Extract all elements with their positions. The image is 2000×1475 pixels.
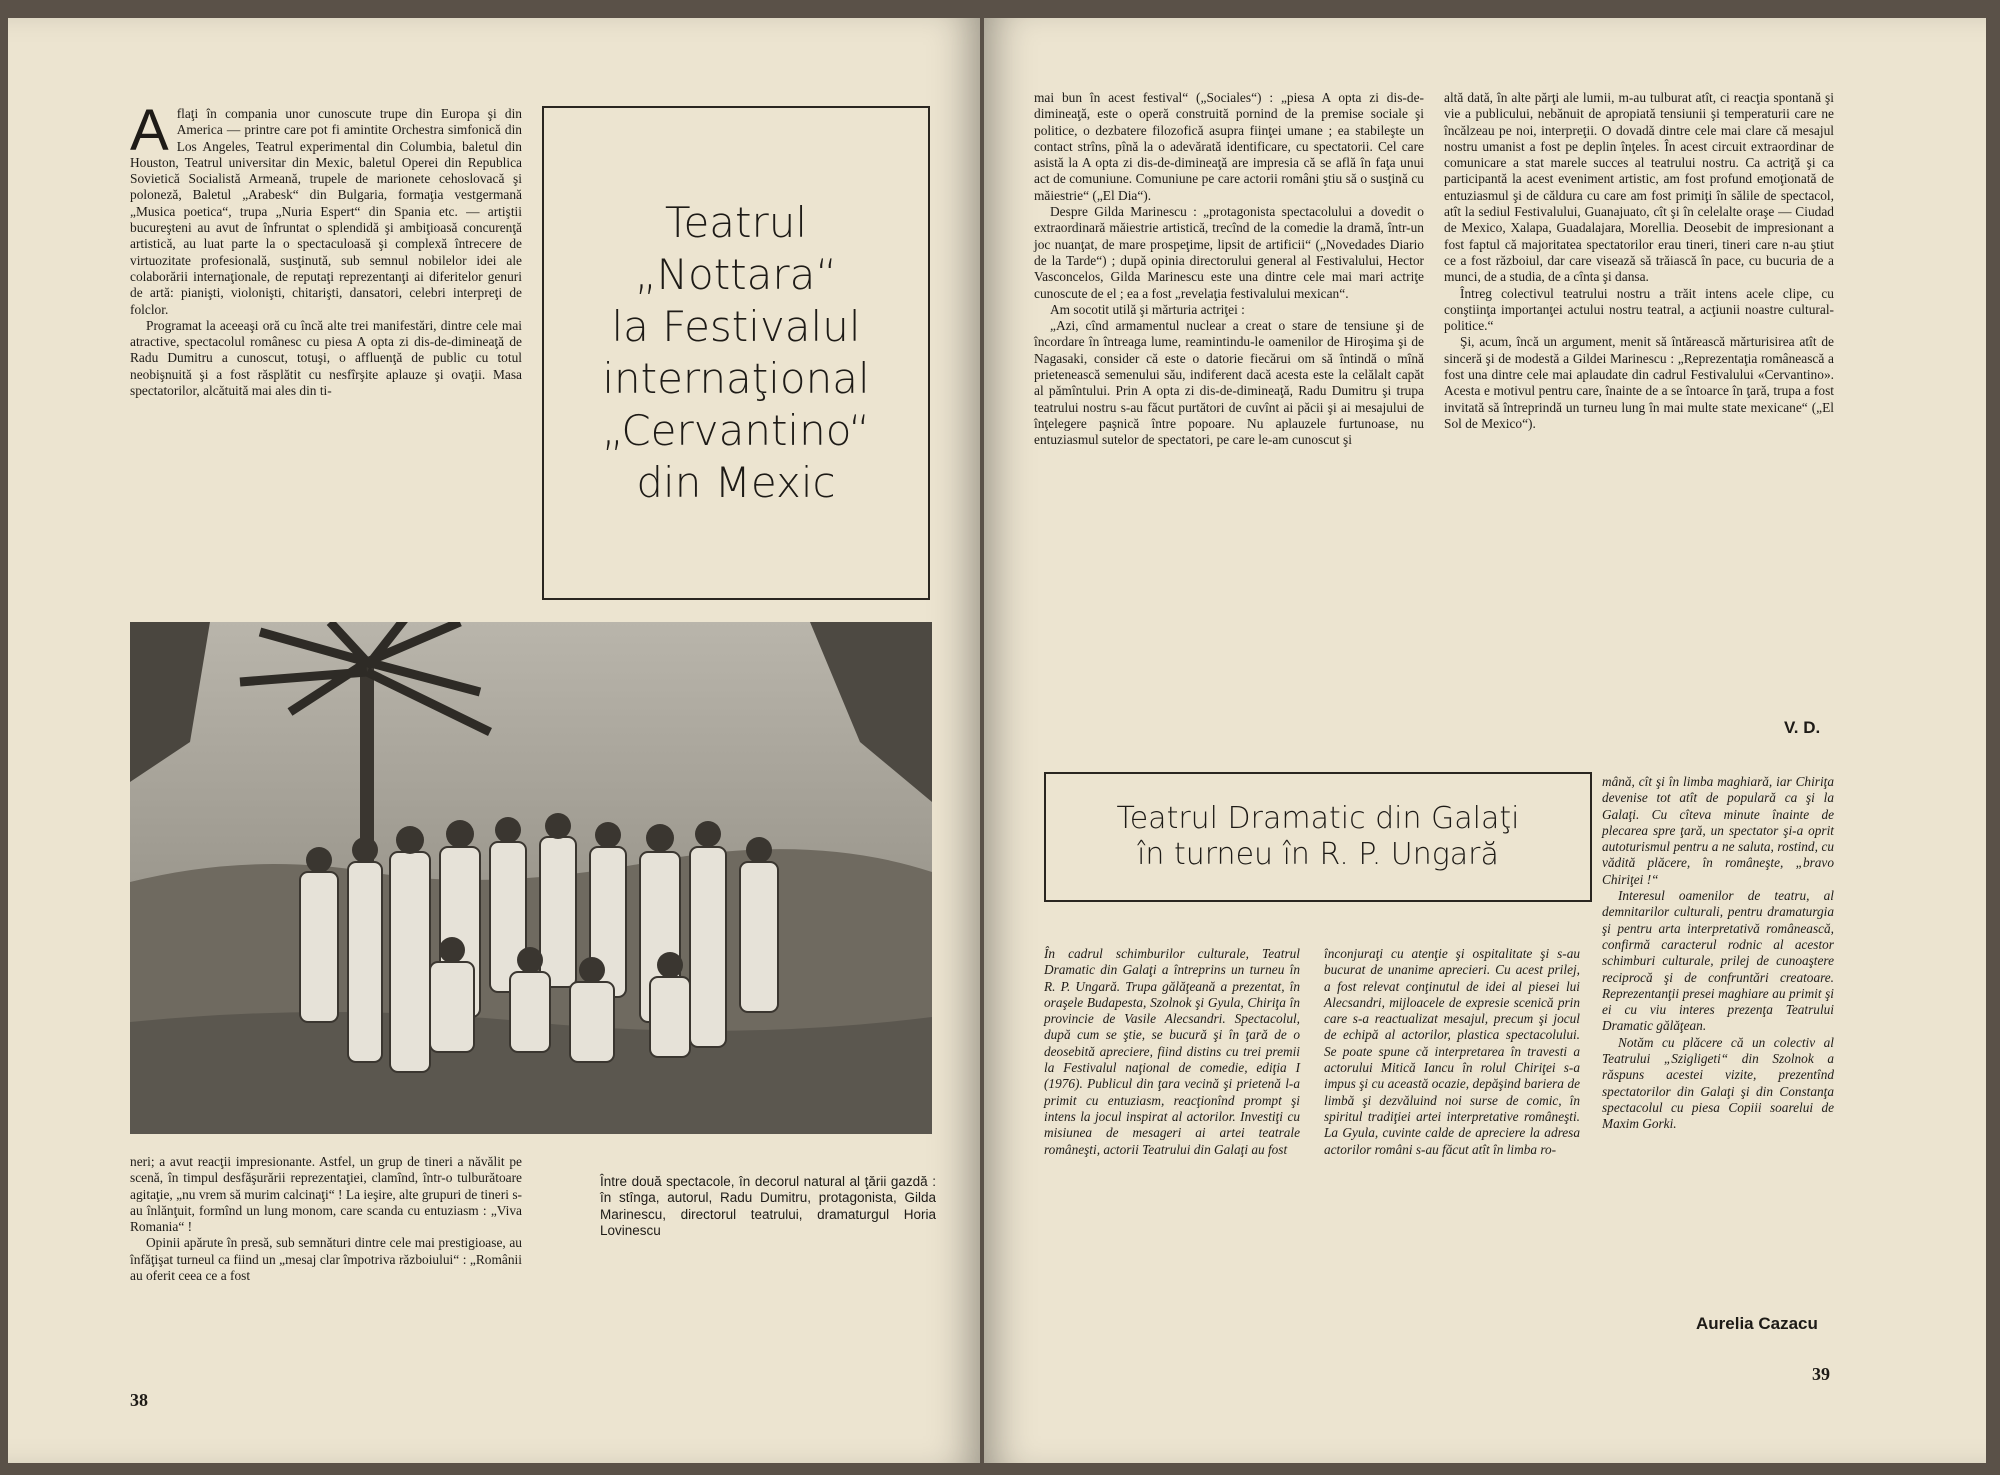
paragraph: Am socotit utilă şi mărturia actriţei :: [1050, 301, 1245, 317]
left-page: [8, 18, 980, 1463]
paragraph: înconjuraţi cu atenţie şi ospitalitate şi s-au bucurat de unanime aprecieri. Cu acest prilej, a fost relevat conţinutul de idei al piesei lui Alecsandri, mijloacele de expresie scenică prin care s-a reactualizat mesajul, precum şi jocul de echipă al actorilor, plastica spectacolului. Se poate spune că interpretarea în travesti a actorului Mitică Iancu în rolul Chiriţei s-a impus şi cu această ocazie, depăşind bariera de limbă şi dezvăluind noi surse de comic, în spiritul tradiţiei artei interpretative româneşti. La Gyula, cuvinte calde de apreciere la adresa actorilor români s-au făcut atît în limba ro-: [1324, 946, 1580, 1157]
group-photo: [130, 622, 932, 1134]
paragraph: Notăm cu plăcere că un colectiv al Teatrului „Szigligeti“ din Szolnok a răspuns acestei vizite, prezentînd spectatorilor din Galaţi şi din Constanţa spectacolul cu piesa Copiii soarelui de Maxim Gorki.: [1602, 1034, 1834, 1132]
paragraph: Întreg colectivul teatrului nostru a trăit intens acele clipe, cu conştiinţa importanţei actului nostru teatral, a acţiunii noastre cultural-politice.“: [1444, 285, 1834, 334]
article-col-b: [1444, 90, 1834, 432]
paragraph: neri; a avut reacţii impresionante. Astfel, un grup de tineri a năvălit pe scenă, în timpul desfăşurării reprezentaţiei, clamînd, într-o tulburătoare agitaţie, „nu vrem să murim calcinaţi“ ! La ieşire, alte grupuri de tineri s-au înlănţuit, formînd un lung monom, care scanda cu entuziasm : „Viva Romania“ !: [130, 1154, 522, 1235]
paragraph: Opinii apărute în presă, sub semnături dintre cele mai prestigioase, au înfăţişat turneul ca fiind un „mesaj clar împotriva războiului“ : „Românii au oferit ceea ce a fost: [130, 1235, 522, 1284]
right-page: [984, 18, 1986, 1463]
article-col-bottom: [130, 1154, 522, 1284]
signature-vd: V. D.: [1784, 718, 1821, 737]
paragraph: „Azi, cînd armamentul nuclear a creat o stare de tensiune şi de încordare în întreaga lume, reamintindu-le oamenilor de Hiroşima şi de Nagasaki, consider că este o datorie fiecărui om să întindă o mînă prietenească semenului său, indiferent dacă acesta este la celălalt capăt al pămîntului. Prin A opta zi dis-de-dimineaţă, Radu Dumitru şi trupa teatrului nostru s-au făcut purtători de cuvînt ai păcii şi ai mesajului de înţelegere paşnică între popoare. Nu aplauzele furtunoase, nu entuziasmul sutelor de spectatori, pe care le-am cunoscut şi: [1034, 318, 1424, 448]
article-col-intro: [130, 98, 522, 399]
galati-title: Teatrul Dramatic din Galaţi în turneu în R. P. Ungară: [1116, 801, 1520, 872]
article-title-box: [542, 106, 930, 600]
signature-aurelia-cazacu: Aurelia Cazacu: [1696, 1314, 1818, 1333]
page-number-right: 39: [1812, 1364, 1830, 1384]
paragraph: Despre Gilda Marinescu : „protagonista spectacolului a dovedit o extraordinară măiestrie artistică, trecînd de la comedie la dramă, într-un joc nuanţat, de mare prospeţime, lipsit de artificii“ („Novedades Diario de la Tarde“) ; după opinia directorului general al Festivalului, Hector Vasconcelos, Gilda Marinescu este una dintre cele mai mari actriţe cunoscute de el ; ea a fost „revelaţia festivalului mexican“.: [1034, 204, 1424, 301]
galati-col-1: [1044, 946, 1300, 1158]
drop-cap: A: [130, 98, 169, 163]
paragraph: În cadrul schimburilor culturale, Teatrul Dramatic din Galaţi a întreprins un turneu în R. P. Ungară. Trupa gălăţeană a prezentat, în oraşele Budapesta, Szolnok şi Gyula, Chiriţa în provincie de Vasile Alecsandri. Spectacolul, după cum se ştie, se bucură şi în ţară de o deosebită apreciere, fiind distins cu trei premii la Festivalul naţional de comedie, ediţia I (1976). Publicul din ţara vecină şi prietenă l-a primit cu entuziasm, reacţionînd prompt şi intens la jocul inspirat al actorilor. Investiţi cu misiunea de mesageri ai artei teatrale româneşti, actorii Teatrului din Galaţi au fost: [1044, 946, 1300, 1157]
photo-caption: Între două spectacole, în decorul natural al ţării gazdă : în stînga, autorul, Radu Dumitru, protagonista, Gilda Marinescu, directorul teatrului, dramaturgul Horia Lovinescu: [600, 1174, 936, 1238]
galati-title-box: [1044, 772, 1592, 902]
paragraph: mână, cît şi în limba maghiară, iar Chiriţa devenise tot atît de populară ca şi la Galaţi. Cu cîteva minute înainte de plecarea spre ţară, un spectator şi-a oprit autoturismul pentru a ne saluta, rostind, cu vădită plăcere, în româneşte, „bravo Chiriţei !“: [1602, 774, 1834, 887]
group-photo-graphic: [130, 622, 932, 1134]
galati-col-2: [1324, 946, 1580, 1158]
article-col-a: [1034, 90, 1424, 449]
paragraph: altă dată, în alte părţi ale lumii, m-au tulburat atît, ci reacţia spontană şi vie a publicului, nebănuit de apropiată tensiunii şi temperaturii care ne încălzeau pe noi, interpreţii. O dovadă dintre cele mai clare că mesajul nostru umanist a fost pe deplin înţeles. În acest circuit extraordinar de comunicare a stat marele succes al teatrului nostru. Ca actriţă şi ca participantă la acest eveniment artistic, am fost profund emoţionată de entuziasmul şi de căldura cu care am fost primiţi în sălile de spectacol, atît la sediul Festivalului, Guanajuato, cît şi în celelalte oraşe — Ciudad de Mexico, Xalapa, Guadalajara, Morellia. Deosebit de impresionant a fost faptul că majoritatea spectatorilor erau tineri, tineri care n-au ştiut ce a fost războiul, dar care visează să trăiască în pace, cu bucuria de a munci, de a studia, de a cînta şi dansa.: [1444, 90, 1834, 285]
paragraph: Şi, acum, încă un argument, menit să întărească mărturisirea atît de sinceră şi de modestă a Gildei Marinescu : „Reprezentaţia românească a fost una dintre cele mai aplaudate din cadrul Festivalului «Cervantino». Acesta e motivul pentru care, înainte de a se întoarce în ţară, trupa a fost invitată să întreprindă un turneu lung în mai multe state mexicane“ („El Sol de Mexico“).: [1444, 334, 1834, 431]
paragraph: mai bun în acest festival“ („Sociales“) : „piesa A opta zi dis-de-dimineaţă, este o operă construită pornind de la premise sociale şi politice, o dezbatere filozofică asupra fiinţei umane ; ea stabileşte un contact strîns, pînă la o adevărată identificare, cu spectatorii. Cel care asistă la A opta zi dis-de-dimineaţă are impresia că se află în faţa unui act de comuniune. Comuniune pe care actorii români ştiu să o susţină cu măiestrie“ („El Dia“).: [1034, 90, 1424, 203]
galati-col-3: [1602, 774, 1834, 1133]
paragraph: flaţi în compania unor cunoscute trupe din Europa şi din America — printre care pot fi amintite Orchestra simfonică din Los Angeles, Teatrul experimental din Columbia, baletul din Houston, Teatrul universitar din Mexic, baletul Operei din Republica Sovietică Socialistă Armeană, trupele de marionete cehoslovacă şi poloneză, Baletul „Arabesk“ din Bulgaria, formaţia vestgermană „Musica poetica“, trupa „Nuria Espert“ din Spania etc. — artiştii bucureşteni au avut de înfruntat o splendidă şi ambiţioasă concurenţă artistică, au luat parte la o spectaculoasă şi complexă întrecere de virtuozitate profesională, susţinută, sub semnul nobilelor idei ale colaborării internaţionale, de reputaţi reprezentanţi ai diferitelor genuri de artă: pianişti, violonişti, chitarişti, dansatori, celebri interpreţi de folclor.: [130, 106, 522, 317]
paragraph: Interesul oamenilor de teatru, al demnitarilor culturali, pentru dramaturgia şi pentru arta interpretativă românească, confirmă caracterul rodnic al acestor schimburi culturale, prilej de cunoaştere reciprocă şi de confruntări creatoare. Reprezentanţii presei maghiare au primit şi ei cu viu interes prezenţa Teatrului Dramatic gălăţean.: [1602, 888, 1834, 1034]
paragraph: Programat la aceeaşi oră cu încă alte trei manifestări, dintre cele mai atractive, spectacolul românesc cu piesa A opta zi dis-de-dimineaţă de Radu Dumitru a cunoscut, totuşi, o affluenţă de public cu totul neobişnuită şi a fost răsplătit cu nesfîrşite aplauze şi ovaţii. Masa spectatorilor, alcătuită mai ales din ti-: [130, 317, 522, 399]
article-title: Teatrul „Nottara“ la Festivalul internaţional „Cervantino“ din Mexic: [601, 198, 871, 507]
page-number-left: 38: [130, 1390, 148, 1410]
